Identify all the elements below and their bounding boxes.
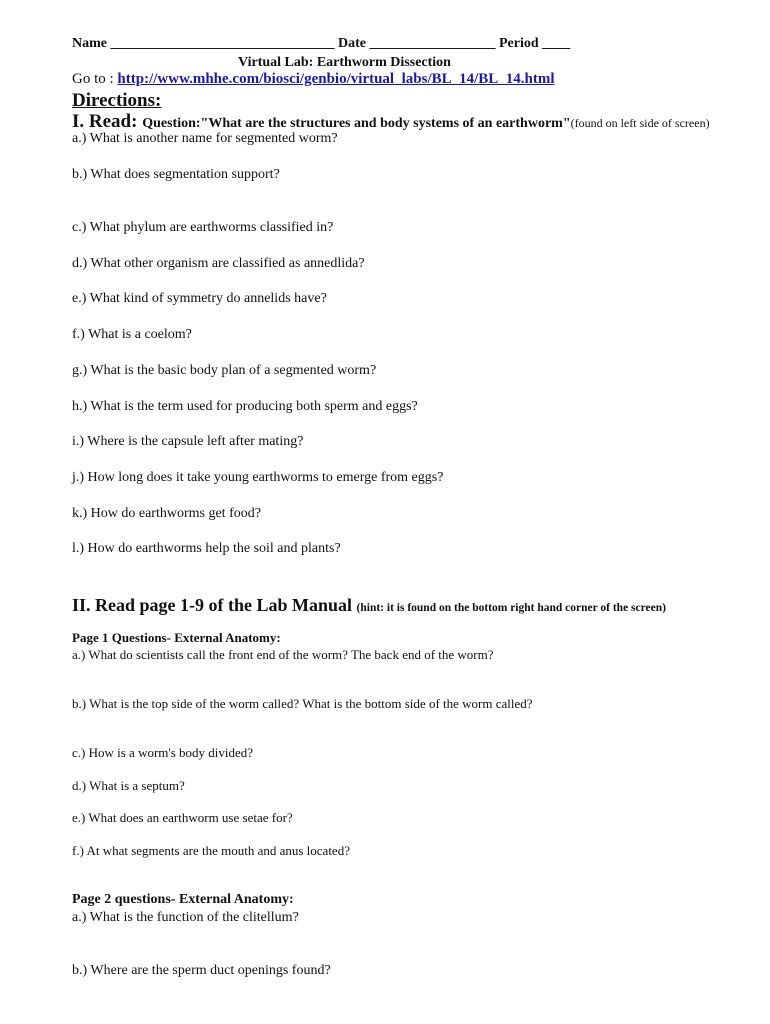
- section2-heading-line: [72, 595, 666, 616]
- goto-label: Go to :: [72, 71, 118, 87]
- page-title: Virtual Lab: Earthworm Dissection: [238, 55, 451, 70]
- question-1f: f.) What is a coelom?: [72, 327, 192, 342]
- question-p1b: b.) What is the top side of the worm called? What is the bottom side of the worm called?: [72, 696, 533, 711]
- page1-questions-title: Page 1 Questions- External Anatomy:: [72, 630, 281, 645]
- question-p2b: b.) Where are the sperm duct openings found?: [72, 963, 331, 978]
- question-p1a: a.) What do scientists call the front end of the worm? The back end of the worm?: [72, 647, 494, 662]
- question-p2a: a.) What is the function of the clitellum?: [72, 910, 299, 925]
- section2-hint: (hint: it is found on the bottom right hand corner of the screen): [356, 602, 666, 614]
- question-1a: a.) What is another name for segmented worm?: [72, 131, 338, 146]
- section2-heading: II. Read page 1-9 of the Lab Manual: [72, 595, 357, 615]
- question-p1f: f.) At what segments are the mouth and anus located?: [72, 843, 350, 858]
- section1-heading-line: [72, 111, 710, 133]
- question-1g: g.) What is the basic body plan of a segmented worm?: [72, 363, 377, 378]
- question-1i: i.) Where is the capsule left after mating?: [72, 434, 304, 449]
- section1-note: (found on left side of screen): [570, 116, 710, 130]
- question-p1e: e.) What does an earthworm use setae for?: [72, 810, 293, 825]
- lab-url-link[interactable]: http://www.mhhe.com/biosci/genbio/virtual_labs/BL_14/BL_14.html: [117, 71, 555, 87]
- question-1l: l.) How do earthworms help the soil and plants?: [72, 541, 341, 556]
- section1-question: Question:"What are the structures and body systems of an earthworm": [142, 116, 571, 131]
- question-1d: d.) What other organism are classified as annedlida?: [72, 256, 365, 271]
- goto-line: [72, 71, 555, 88]
- name-date-period-line: Name ________________________________ Date __________________ Period ____: [72, 36, 571, 51]
- question-1h: h.) What is the term used for producing both sperm and eggs?: [72, 399, 418, 414]
- section1-heading: I. Read:: [72, 111, 143, 132]
- question-p1d: d.) What is a septum?: [72, 778, 185, 793]
- question-1c: c.) What phylum are earthworms classified in?: [72, 220, 334, 235]
- question-p1c: c.) How is a worm's body divided?: [72, 745, 254, 760]
- question-1j: j.) How long does it take young earthworms to emerge from eggs?: [72, 470, 444, 485]
- page2-questions-title: Page 2 questions- External Anatomy:: [72, 892, 294, 907]
- directions-heading: Directions:: [72, 90, 162, 111]
- question-1b: b.) What does segmentation support?: [72, 167, 280, 182]
- question-1k: k.) How do earthworms get food?: [72, 506, 261, 521]
- question-1e: e.) What kind of symmetry do annelids have?: [72, 291, 327, 306]
